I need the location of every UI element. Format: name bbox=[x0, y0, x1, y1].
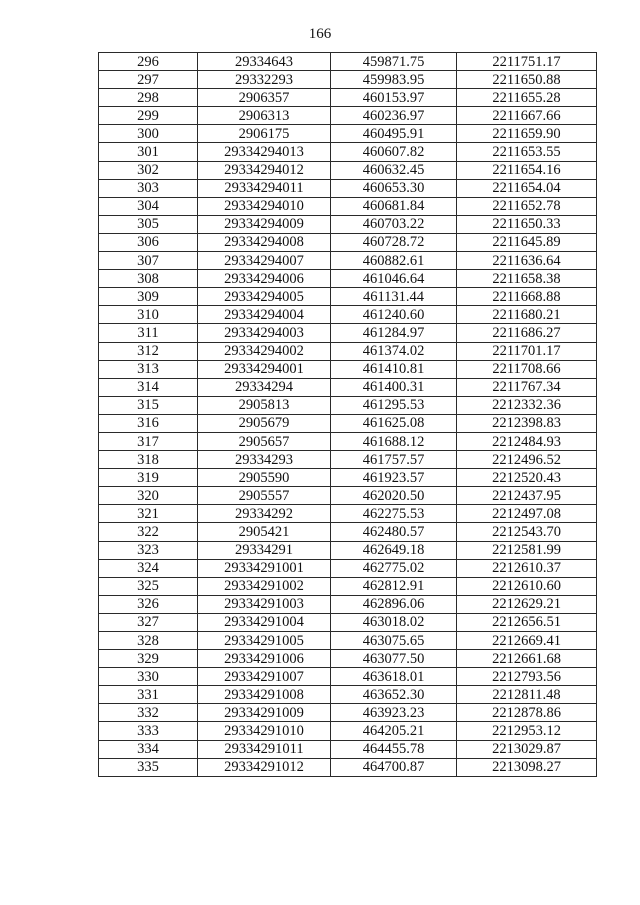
y-coordinate-cell: 2212581.99 bbox=[457, 541, 597, 559]
table-row bbox=[99, 143, 597, 161]
table-row bbox=[99, 396, 597, 414]
y-coordinate-cell: 2211645.89 bbox=[457, 233, 597, 251]
row-number-cell: 307 bbox=[99, 252, 198, 270]
table-row bbox=[99, 89, 597, 107]
point-id-cell: 29334294005 bbox=[198, 288, 331, 306]
x-coordinate-cell: 461410.81 bbox=[331, 360, 457, 378]
y-coordinate-cell: 2211654.16 bbox=[457, 161, 597, 179]
table-row bbox=[99, 686, 597, 704]
y-coordinate-cell: 2211650.33 bbox=[457, 215, 597, 233]
table-row bbox=[99, 342, 597, 360]
x-coordinate-cell: 463923.23 bbox=[331, 704, 457, 722]
row-number-cell: 309 bbox=[99, 288, 198, 306]
point-id-cell: 29334294003 bbox=[198, 324, 331, 342]
x-coordinate-cell: 462480.57 bbox=[331, 523, 457, 541]
point-id-cell: 29334294011 bbox=[198, 179, 331, 197]
row-number-cell: 327 bbox=[99, 613, 198, 631]
x-coordinate-cell: 460607.82 bbox=[331, 143, 457, 161]
table-row bbox=[99, 541, 597, 559]
table-row bbox=[99, 740, 597, 758]
table-row bbox=[99, 179, 597, 197]
table-row bbox=[99, 197, 597, 215]
y-coordinate-cell: 2212332.36 bbox=[457, 396, 597, 414]
table-body bbox=[99, 53, 597, 777]
point-id-cell: 29334294004 bbox=[198, 306, 331, 324]
row-number-cell: 306 bbox=[99, 233, 198, 251]
table-row bbox=[99, 414, 597, 432]
y-coordinate-cell: 2213098.27 bbox=[457, 758, 597, 776]
x-coordinate-cell: 460653.30 bbox=[331, 179, 457, 197]
point-id-cell: 29334294006 bbox=[198, 270, 331, 288]
table-row bbox=[99, 650, 597, 668]
table-row bbox=[99, 125, 597, 143]
row-number-cell: 326 bbox=[99, 595, 198, 613]
y-coordinate-cell: 2211686.27 bbox=[457, 324, 597, 342]
y-coordinate-cell: 2212437.95 bbox=[457, 487, 597, 505]
x-coordinate-cell: 460703.22 bbox=[331, 215, 457, 233]
x-coordinate-cell: 464205.21 bbox=[331, 722, 457, 740]
table-row bbox=[99, 487, 597, 505]
y-coordinate-cell: 2211708.66 bbox=[457, 360, 597, 378]
point-id-cell: 2906175 bbox=[198, 125, 331, 143]
table-row bbox=[99, 71, 597, 89]
row-number-cell: 310 bbox=[99, 306, 198, 324]
x-coordinate-cell: 459871.75 bbox=[331, 53, 457, 71]
row-number-cell: 296 bbox=[99, 53, 198, 71]
x-coordinate-cell: 461295.53 bbox=[331, 396, 457, 414]
row-number-cell: 335 bbox=[99, 758, 198, 776]
y-coordinate-cell: 2211658.38 bbox=[457, 270, 597, 288]
point-id-cell: 29334294008 bbox=[198, 233, 331, 251]
coordinates-table bbox=[98, 52, 597, 777]
y-coordinate-cell: 2211653.55 bbox=[457, 143, 597, 161]
table-row bbox=[99, 577, 597, 595]
x-coordinate-cell: 461923.57 bbox=[331, 469, 457, 487]
y-coordinate-cell: 2212629.21 bbox=[457, 595, 597, 613]
y-coordinate-cell: 2212953.12 bbox=[457, 722, 597, 740]
row-number-cell: 311 bbox=[99, 324, 198, 342]
row-number-cell: 314 bbox=[99, 378, 198, 396]
table-row bbox=[99, 668, 597, 686]
table-row bbox=[99, 432, 597, 450]
point-id-cell: 29334291011 bbox=[198, 740, 331, 758]
row-number-cell: 316 bbox=[99, 414, 198, 432]
y-coordinate-cell: 2212398.83 bbox=[457, 414, 597, 432]
x-coordinate-cell: 461374.02 bbox=[331, 342, 457, 360]
row-number-cell: 331 bbox=[99, 686, 198, 704]
x-coordinate-cell: 461625.08 bbox=[331, 414, 457, 432]
row-number-cell: 325 bbox=[99, 577, 198, 595]
row-number-cell: 317 bbox=[99, 432, 198, 450]
row-number-cell: 304 bbox=[99, 197, 198, 215]
table-row bbox=[99, 505, 597, 523]
y-coordinate-cell: 2212610.60 bbox=[457, 577, 597, 595]
x-coordinate-cell: 462020.50 bbox=[331, 487, 457, 505]
table-row bbox=[99, 469, 597, 487]
row-number-cell: 319 bbox=[99, 469, 198, 487]
y-coordinate-cell: 2211652.78 bbox=[457, 197, 597, 215]
x-coordinate-cell: 460495.91 bbox=[331, 125, 457, 143]
row-number-cell: 322 bbox=[99, 523, 198, 541]
point-id-cell: 29334291004 bbox=[198, 613, 331, 631]
row-number-cell: 333 bbox=[99, 722, 198, 740]
row-number-cell: 332 bbox=[99, 704, 198, 722]
x-coordinate-cell: 463652.30 bbox=[331, 686, 457, 704]
x-coordinate-cell: 460681.84 bbox=[331, 197, 457, 215]
x-coordinate-cell: 463018.02 bbox=[331, 613, 457, 631]
y-coordinate-cell: 2212878.86 bbox=[457, 704, 597, 722]
point-id-cell: 29332293 bbox=[198, 71, 331, 89]
table-row bbox=[99, 722, 597, 740]
point-id-cell: 29334292 bbox=[198, 505, 331, 523]
y-coordinate-cell: 2211668.88 bbox=[457, 288, 597, 306]
x-coordinate-cell: 460882.61 bbox=[331, 252, 457, 270]
row-number-cell: 334 bbox=[99, 740, 198, 758]
point-id-cell: 2905813 bbox=[198, 396, 331, 414]
row-number-cell: 324 bbox=[99, 559, 198, 577]
point-id-cell: 2905679 bbox=[198, 414, 331, 432]
row-number-cell: 298 bbox=[99, 89, 198, 107]
table-row bbox=[99, 632, 597, 650]
point-id-cell: 2906357 bbox=[198, 89, 331, 107]
y-coordinate-cell: 2211655.28 bbox=[457, 89, 597, 107]
point-id-cell: 29334291009 bbox=[198, 704, 331, 722]
y-coordinate-cell: 2211667.66 bbox=[457, 107, 597, 125]
x-coordinate-cell: 464700.87 bbox=[331, 758, 457, 776]
y-coordinate-cell: 2212496.52 bbox=[457, 451, 597, 469]
point-id-cell: 29334643 bbox=[198, 53, 331, 71]
point-id-cell: 29334294007 bbox=[198, 252, 331, 270]
point-id-cell: 29334291007 bbox=[198, 668, 331, 686]
x-coordinate-cell: 459983.95 bbox=[331, 71, 457, 89]
y-coordinate-cell: 2212484.93 bbox=[457, 432, 597, 450]
x-coordinate-cell: 461046.64 bbox=[331, 270, 457, 288]
point-id-cell: 2905421 bbox=[198, 523, 331, 541]
point-id-cell: 29334291001 bbox=[198, 559, 331, 577]
table-row bbox=[99, 161, 597, 179]
x-coordinate-cell: 464455.78 bbox=[331, 740, 457, 758]
y-coordinate-cell: 2212669.41 bbox=[457, 632, 597, 650]
y-coordinate-cell: 2211659.90 bbox=[457, 125, 597, 143]
table-row bbox=[99, 324, 597, 342]
table-row bbox=[99, 360, 597, 378]
row-number-cell: 321 bbox=[99, 505, 198, 523]
row-number-cell: 328 bbox=[99, 632, 198, 650]
x-coordinate-cell: 462896.06 bbox=[331, 595, 457, 613]
table-row bbox=[99, 704, 597, 722]
point-id-cell: 2906313 bbox=[198, 107, 331, 125]
point-id-cell: 29334294010 bbox=[198, 197, 331, 215]
y-coordinate-cell: 2211680.21 bbox=[457, 306, 597, 324]
point-id-cell: 29334294013 bbox=[198, 143, 331, 161]
row-number-cell: 312 bbox=[99, 342, 198, 360]
x-coordinate-cell: 463075.65 bbox=[331, 632, 457, 650]
point-id-cell: 29334294001 bbox=[198, 360, 331, 378]
point-id-cell: 29334291 bbox=[198, 541, 331, 559]
x-coordinate-cell: 462275.53 bbox=[331, 505, 457, 523]
x-coordinate-cell: 461240.60 bbox=[331, 306, 457, 324]
point-id-cell: 29334294 bbox=[198, 378, 331, 396]
x-coordinate-cell: 463077.50 bbox=[331, 650, 457, 668]
point-id-cell: 2905590 bbox=[198, 469, 331, 487]
point-id-cell: 29334294012 bbox=[198, 161, 331, 179]
table-row bbox=[99, 288, 597, 306]
point-id-cell: 29334291005 bbox=[198, 632, 331, 650]
y-coordinate-cell: 2212520.43 bbox=[457, 469, 597, 487]
point-id-cell: 29334291002 bbox=[198, 577, 331, 595]
row-number-cell: 303 bbox=[99, 179, 198, 197]
row-number-cell: 301 bbox=[99, 143, 198, 161]
row-number-cell: 308 bbox=[99, 270, 198, 288]
y-coordinate-cell: 2213029.87 bbox=[457, 740, 597, 758]
x-coordinate-cell: 461688.12 bbox=[331, 432, 457, 450]
y-coordinate-cell: 2212793.56 bbox=[457, 668, 597, 686]
table-row bbox=[99, 270, 597, 288]
row-number-cell: 330 bbox=[99, 668, 198, 686]
y-coordinate-cell: 2211654.04 bbox=[457, 179, 597, 197]
y-coordinate-cell: 2212656.51 bbox=[457, 613, 597, 631]
x-coordinate-cell: 460153.97 bbox=[331, 89, 457, 107]
table-row bbox=[99, 215, 597, 233]
point-id-cell: 29334291008 bbox=[198, 686, 331, 704]
row-number-cell: 313 bbox=[99, 360, 198, 378]
row-number-cell: 299 bbox=[99, 107, 198, 125]
point-id-cell: 29334291003 bbox=[198, 595, 331, 613]
y-coordinate-cell: 2212811.48 bbox=[457, 686, 597, 704]
table-row bbox=[99, 378, 597, 396]
row-number-cell: 300 bbox=[99, 125, 198, 143]
row-number-cell: 305 bbox=[99, 215, 198, 233]
y-coordinate-cell: 2211636.64 bbox=[457, 252, 597, 270]
table-row bbox=[99, 107, 597, 125]
y-coordinate-cell: 2212661.68 bbox=[457, 650, 597, 668]
point-id-cell: 2905557 bbox=[198, 487, 331, 505]
x-coordinate-cell: 461400.31 bbox=[331, 378, 457, 396]
x-coordinate-cell: 462812.91 bbox=[331, 577, 457, 595]
table-row bbox=[99, 53, 597, 71]
table-row bbox=[99, 306, 597, 324]
x-coordinate-cell: 463618.01 bbox=[331, 668, 457, 686]
table-row bbox=[99, 523, 597, 541]
point-id-cell: 29334294002 bbox=[198, 342, 331, 360]
y-coordinate-cell: 2211650.88 bbox=[457, 71, 597, 89]
y-coordinate-cell: 2212497.08 bbox=[457, 505, 597, 523]
x-coordinate-cell: 460728.72 bbox=[331, 233, 457, 251]
page-number: 166 bbox=[308, 26, 332, 42]
table-row bbox=[99, 595, 597, 613]
y-coordinate-cell: 2211701.17 bbox=[457, 342, 597, 360]
row-number-cell: 315 bbox=[99, 396, 198, 414]
x-coordinate-cell: 461131.44 bbox=[331, 288, 457, 306]
row-number-cell: 320 bbox=[99, 487, 198, 505]
row-number-cell: 302 bbox=[99, 161, 198, 179]
x-coordinate-cell: 462649.18 bbox=[331, 541, 457, 559]
x-coordinate-cell: 461284.97 bbox=[331, 324, 457, 342]
x-coordinate-cell: 460236.97 bbox=[331, 107, 457, 125]
x-coordinate-cell: 462775.02 bbox=[331, 559, 457, 577]
table-row bbox=[99, 451, 597, 469]
point-id-cell: 29334294009 bbox=[198, 215, 331, 233]
point-id-cell: 29334291012 bbox=[198, 758, 331, 776]
table-row bbox=[99, 559, 597, 577]
point-id-cell: 29334291010 bbox=[198, 722, 331, 740]
row-number-cell: 297 bbox=[99, 71, 198, 89]
table-row bbox=[99, 613, 597, 631]
table-row bbox=[99, 758, 597, 776]
y-coordinate-cell: 2211751.17 bbox=[457, 53, 597, 71]
y-coordinate-cell: 2212543.70 bbox=[457, 523, 597, 541]
y-coordinate-cell: 2212610.37 bbox=[457, 559, 597, 577]
table-row bbox=[99, 233, 597, 251]
y-coordinate-cell: 2211767.34 bbox=[457, 378, 597, 396]
row-number-cell: 323 bbox=[99, 541, 198, 559]
x-coordinate-cell: 461757.57 bbox=[331, 451, 457, 469]
point-id-cell: 29334293 bbox=[198, 451, 331, 469]
x-coordinate-cell: 460632.45 bbox=[331, 161, 457, 179]
point-id-cell: 2905657 bbox=[198, 432, 331, 450]
row-number-cell: 318 bbox=[99, 451, 198, 469]
row-number-cell: 329 bbox=[99, 650, 198, 668]
table-row bbox=[99, 252, 597, 270]
point-id-cell: 29334291006 bbox=[198, 650, 331, 668]
